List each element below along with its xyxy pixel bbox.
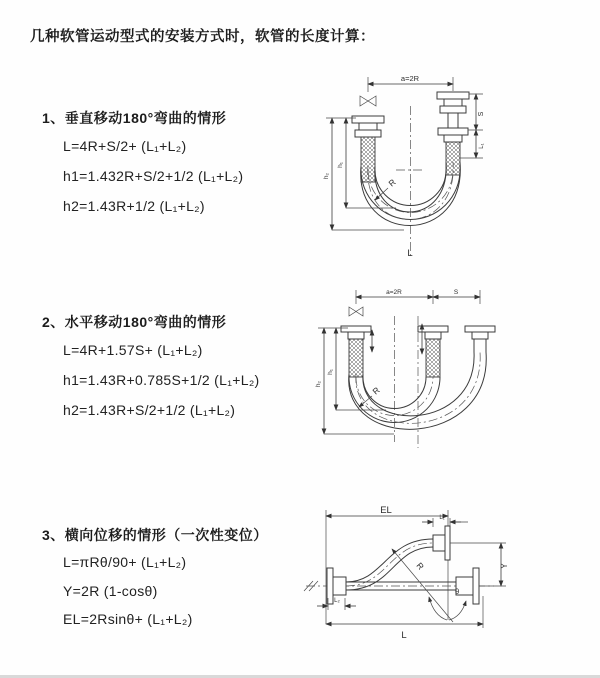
radius-label: R	[386, 176, 398, 189]
dimension-a2r	[356, 289, 480, 304]
middle-braided-hose	[426, 339, 440, 377]
valve-icon	[360, 96, 376, 106]
extension-lines	[326, 510, 448, 624]
section-2-formula-h1: h1=1.43R+0.785S+1/2 (L₁+L₂)	[63, 372, 260, 388]
dim-el-label: EL	[380, 505, 392, 516]
section-2-formula-L: L=4R+1.57S+ (L₁+L₂)	[63, 342, 203, 358]
moved-flange	[465, 326, 495, 339]
valve-icon	[349, 307, 363, 316]
section-1-formula-h2: h2=1.43R+1/2 (L₁+L₂)	[63, 198, 205, 214]
left-flange	[352, 116, 384, 137]
section-3-heading: 3、横向位移的情形（一次性变位）	[42, 527, 268, 543]
diagram-vertical-bend	[308, 70, 590, 266]
dim-l1-label: L₁	[479, 143, 485, 149]
middle-flange	[418, 326, 448, 339]
dim-s-label: S	[478, 111, 485, 117]
angle-label: θ	[455, 587, 460, 596]
dim-l2-label: L₂	[334, 598, 340, 604]
u-bend-far	[349, 352, 487, 429]
dim-h2-label: h₂	[315, 380, 322, 388]
section-3-formula-L: L=πRθ/90+ (L₁+L₂)	[63, 554, 187, 570]
dimension-s	[433, 289, 480, 297]
dimension-l2	[317, 598, 356, 610]
section-1-formula-h1: h1=1.432R+S/2+1/2 (L₁+L₂)	[63, 168, 244, 184]
dimension-l1	[422, 515, 468, 527]
section-1-formula-L: L=4R+S/2+ (L₁+L₂)	[63, 138, 187, 154]
radius-label: R	[414, 560, 427, 572]
section-2-heading: 2、水平移动180°弯曲的情形	[42, 314, 227, 330]
dim-l-label: L	[401, 630, 407, 641]
diagram-horizontal-bend	[308, 282, 595, 456]
radius-callout	[392, 549, 453, 622]
right-pipe	[474, 339, 486, 352]
section-2-formula-h2: h2=1.43R+S/2+1/2 (L₁+L₂)	[63, 402, 236, 418]
dimension-l1	[476, 130, 485, 158]
left-braided-hose	[349, 339, 363, 377]
right-pipe	[448, 113, 458, 128]
right-flange-original	[456, 568, 479, 604]
dim-a2r-label: a=2R	[386, 289, 402, 296]
dim-h1-label: h₁	[327, 369, 334, 375]
radius-label: R	[370, 384, 382, 397]
right-braided-hose	[446, 142, 460, 175]
dim-l1-label: L₁	[439, 515, 445, 521]
dim-a2r-label: a=2R	[400, 74, 420, 83]
dim-s-label: S	[453, 289, 459, 296]
section-1-heading: 1、垂直移动180°弯曲的情形	[42, 110, 227, 126]
displaced-flange	[433, 526, 450, 560]
length-label: L	[407, 248, 413, 259]
right-flange-lower	[438, 128, 468, 142]
section-3-formula-Y: Y=2R (1-cosθ)	[63, 583, 158, 599]
page-title: 几种软管运动型式的安装方式时，软管的长度计算：	[30, 29, 375, 45]
dim-h1-label: h₁	[337, 162, 344, 168]
dim-h2-label: h₂	[323, 172, 330, 180]
dimension-a2r	[368, 74, 453, 92]
diagram-lateral-offset	[298, 498, 598, 648]
u-bend-near	[349, 377, 440, 423]
dim-y-label: Y	[500, 563, 509, 569]
right-flange-upper	[437, 92, 469, 113]
dimension-el	[326, 505, 448, 516]
dimension-l	[326, 596, 483, 641]
section-3-formula-EL: EL=2Rsinθ+ (L₁+L₂)	[63, 611, 193, 627]
